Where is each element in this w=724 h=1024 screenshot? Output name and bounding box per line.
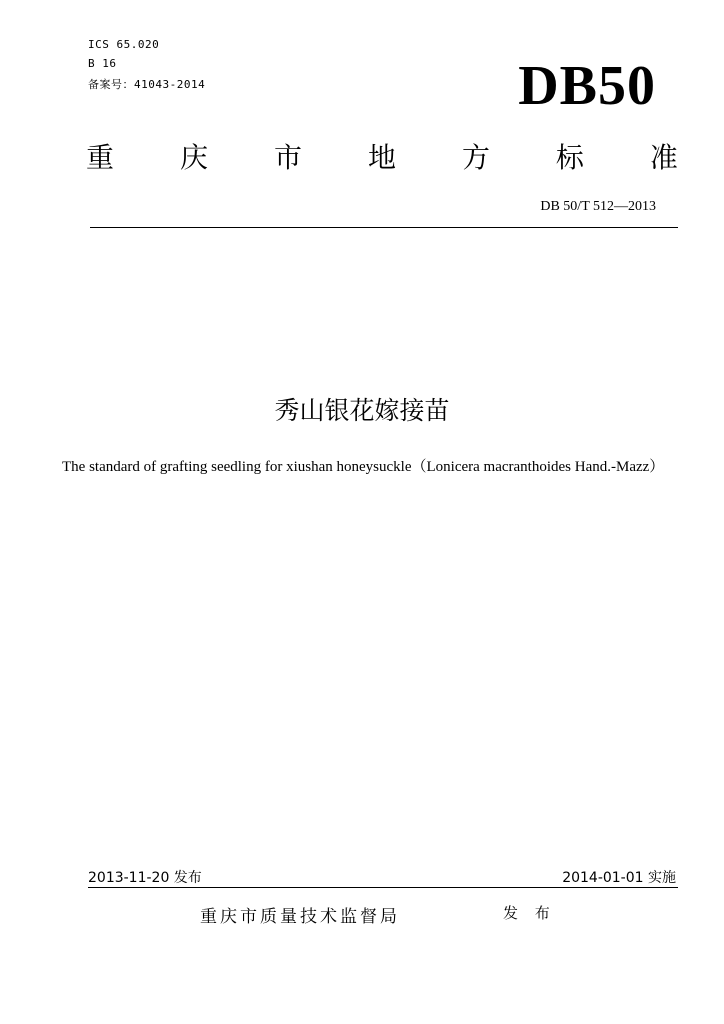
db50-logo: DB50 [518,55,656,117]
bottom-divider [88,887,678,888]
standard-type-heading [86,138,678,178]
heading-char: 市 [273,141,302,174]
title-english: The standard of grafting seedling for xiushan honeysuckle（Lonicera macranthoides Hand.-Mazz） [62,459,665,475]
implement-date: 2014-01-01 实施 [562,870,676,886]
heading-char: 地 [367,141,396,174]
heading-char: 重 [86,141,115,174]
heading-char: 标 [555,141,584,174]
issuing-authority: 重庆市质量技术监督局 [200,907,400,927]
heading-char: 方 [461,141,490,174]
record-number: 备案号：41043-2014 [88,78,206,91]
publish-date: 2013-11-20 发布 [88,870,202,886]
classification-code: B 16 [88,57,117,70]
standard-number: DB 50/T 512—2013 [540,199,656,214]
title-chinese: 秀山银花嫁接苗 [274,396,450,425]
heading-char: 庆 [179,141,208,174]
top-divider [90,227,678,228]
heading-char: 准 [649,141,678,174]
ics-code: ICS 65.020 [88,38,160,51]
issue-label: 发 布 [503,904,556,922]
